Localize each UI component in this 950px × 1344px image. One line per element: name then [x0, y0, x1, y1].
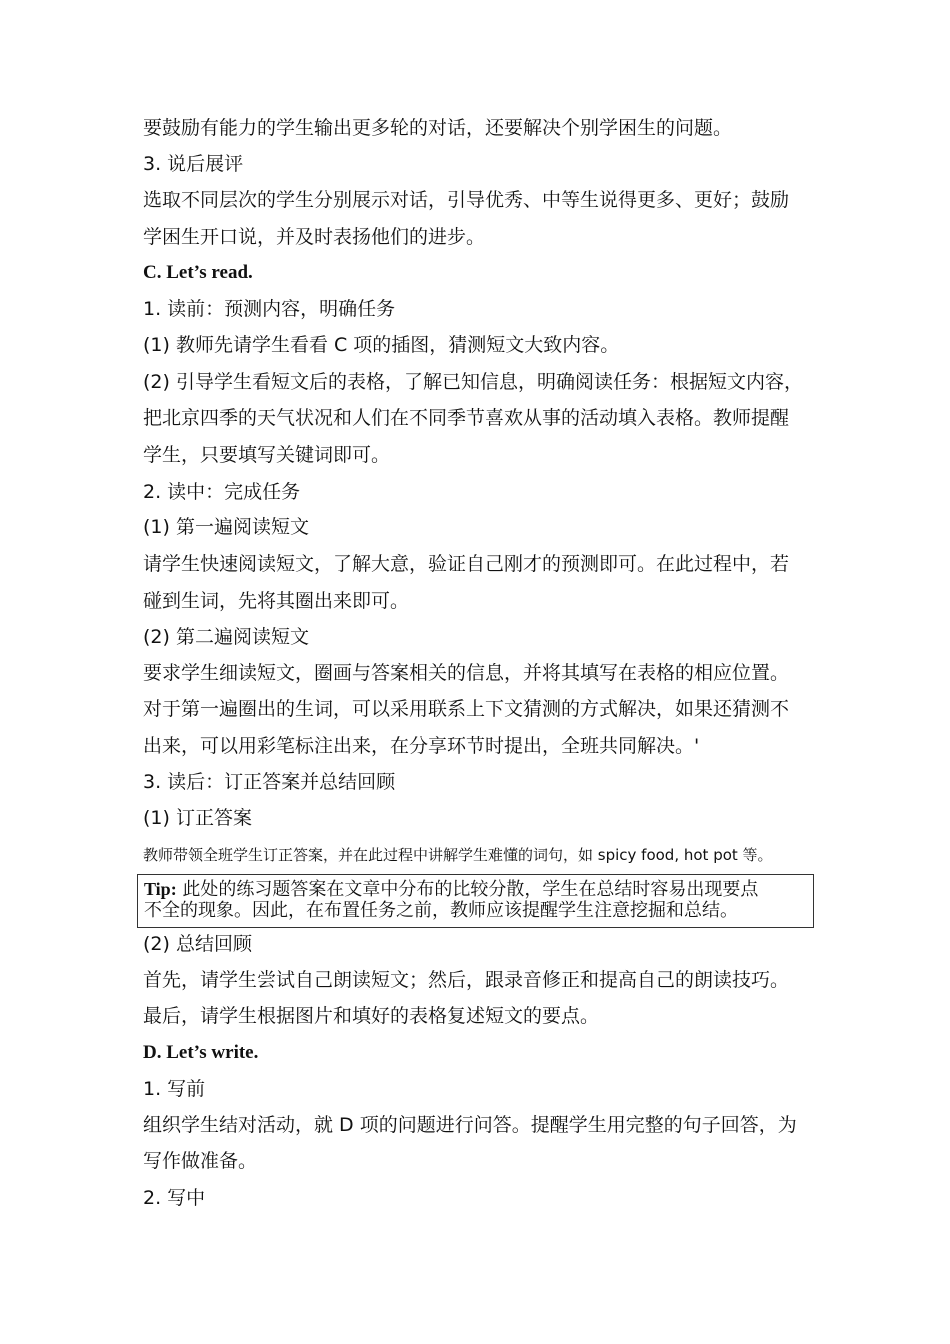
section-heading: 1. 写前 [143, 1078, 206, 1100]
section-heading: 2. 写中 [143, 1187, 206, 1209]
section-heading: 3. 读后：订正答案并总结回顾 [143, 771, 396, 793]
paragraph-line: 要求学生细读短文，圈画与答案相关的信息，并将其填写在表格的相应位置。 [143, 662, 790, 684]
paragraph-line: (1) 教师先请学生看看 C 项的插图，猜测短文大致内容。 [143, 334, 620, 356]
sub-heading: (1) 第一遍阅读短文 [143, 516, 309, 538]
tip-text-1: 此处的练习题答案在文章中分布的比较分散，学生在总结时容易出现要点 [176, 879, 759, 900]
paragraph-line: 要鼓励有能力的学生输出更多轮的对话，还要解决个别学困生的问题。 [143, 117, 733, 139]
sub-heading: (2) 总结回顾 [143, 933, 252, 955]
paragraph-line: 最后，请学生根据图片和填好的表格复述短文的要点。 [143, 1005, 600, 1027]
part-heading-read: C. Let’s read. [143, 262, 253, 283]
tip-label: Tip: [144, 879, 177, 899]
sub-heading: (1) 订正答案 [143, 807, 252, 829]
paragraph-line: 学生，只要填写关键词即可。 [143, 444, 391, 466]
paragraph-line: 碰到生词，先将其圈出来即可。 [143, 590, 410, 612]
paragraph-line: 请学生快速阅读短文，了解大意，验证自己刚才的预测即可。在此过程中，若 [143, 553, 790, 575]
paragraph-line: (2) 引导学生看短文后的表格，了解已知信息，明确阅读任务：根据短文内容， [143, 371, 803, 393]
paragraph-line: 首先，请学生尝试自己朗读短文；然后，跟录音修正和提高自己的朗读技巧。 [143, 969, 790, 991]
paragraph-line: 组织学生结对活动，就 D 项的问题进行问答。提醒学生用完整的句子回答，为 [143, 1114, 797, 1136]
paragraph-line: 学困生开口说，并及时表扬他们的进步。 [143, 226, 486, 248]
tip-line-2: 不全的现象。因此，在布置任务之前，教师应该提醒学生注意挖掘和总结。 [144, 900, 738, 921]
section-heading: 1. 读前：预测内容，明确任务 [143, 298, 396, 320]
tip-box [137, 874, 814, 928]
sub-heading: (2) 第二遍阅读短文 [143, 626, 309, 648]
paragraph-line: 出来，可以用彩笔标注出来，在分享环节时提出，全班共同解决。' [143, 735, 700, 757]
paragraph-line: 教师带领全班学生订正答案，并在此过程中讲解学生难懂的词句，如 spicy food, hot pot 等。 [143, 846, 773, 864]
section-heading: 3. 说后展评 [143, 153, 244, 175]
tip-line-1 [144, 878, 758, 901]
paragraph-line: 把北京四季的天气状况和人们在不同季节喜欢从事的活动填入表格。教师提醒 [143, 407, 790, 429]
paragraph-line: 写作做准备。 [143, 1150, 258, 1172]
section-heading: 2. 读中：完成任务 [143, 481, 301, 503]
paragraph-line: 选取不同层次的学生分别展示对话，引导优秀、中等生说得更多、更好；鼓励 [143, 189, 790, 211]
paragraph-line: 对于第一遍圈出的生词，可以采用联系上下文猜测的方式解决，如果还猜测不 [143, 698, 790, 720]
part-heading-write: D. Let’s write. [143, 1042, 259, 1063]
